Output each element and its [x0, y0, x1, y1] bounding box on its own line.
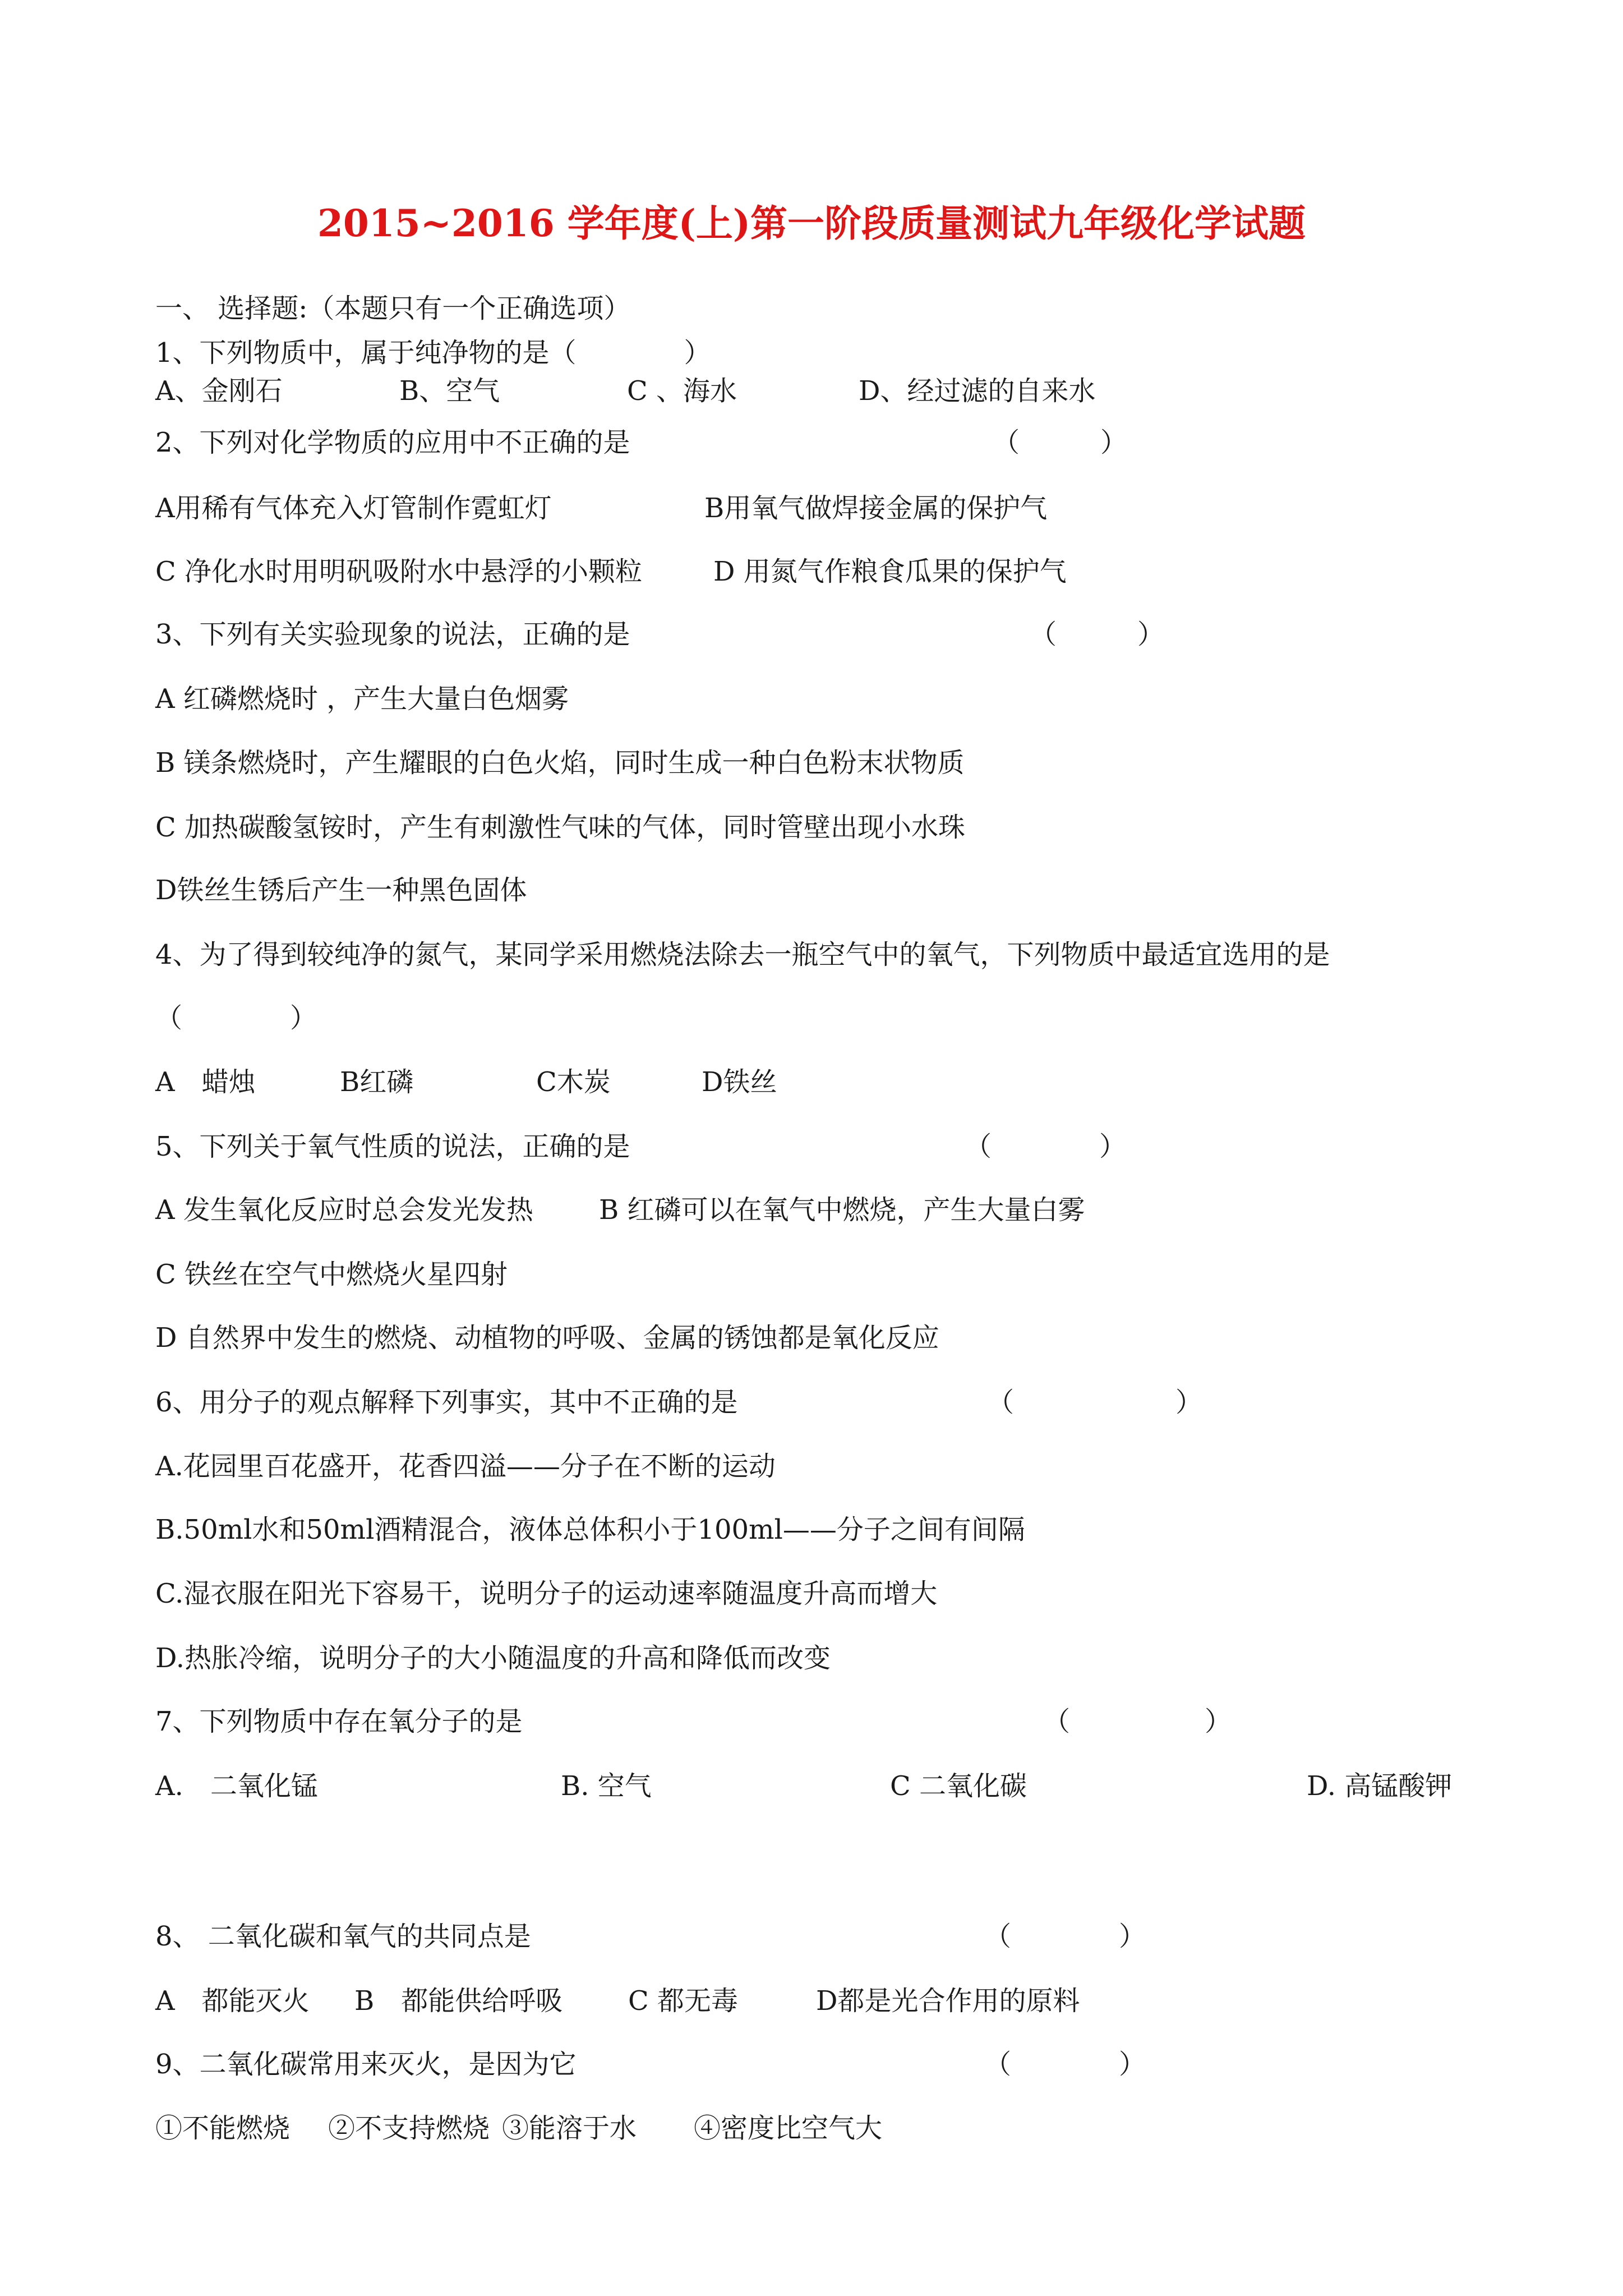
q8-option-c: C 都无毒	[628, 1985, 738, 2017]
question-4-stem: 4、为了得到较纯净的氮气，某同学采用燃烧法除去一瓶空气中的氧气，下列物质中最适宜选用的是	[155, 939, 1330, 970]
question-3-stem: 3、下列有关实验现象的说法，正确的是	[155, 619, 630, 650]
q5-answer-paren: （ ）	[965, 1131, 1127, 1162]
q2-option-d: D 用氮气作粮食瓜果的保护气	[713, 556, 1067, 587]
question-1-stem: 1、下列物质中，属于纯净物的是（ ）	[155, 337, 711, 369]
q9-option-2: ②不支持燃烧	[328, 2113, 490, 2144]
q2-option-a: A用稀有气体充入灯管制作霓虹灯	[155, 493, 552, 524]
q2-option-c: C 净化水时用明矾吸附水中悬浮的小颗粒	[155, 556, 642, 587]
q3-option-a: A 红磷燃烧时 ，产生大量白色烟雾	[155, 683, 569, 715]
q5-option-c: C 铁丝在空气中燃烧火星四射	[155, 1259, 508, 1290]
question-6-stem: 6、用分子的观点解释下列事实，其中不正确的是	[155, 1387, 738, 1418]
q4-option-b: B红磷	[340, 1066, 414, 1098]
question-5-stem: 5、下列关于氧气性质的说法，正确的是	[155, 1131, 630, 1162]
q9-option-3: ③能溶于水	[502, 2113, 637, 2144]
question-2-stem: 2、下列对化学物质的应用中不正确的是	[155, 427, 630, 458]
q8-option-a: A 都能灭火	[155, 1985, 310, 2017]
q5-option-d: D 自然界中发生的燃烧、动植物的呼吸、金属的锈蚀都是氧化反应	[155, 1322, 939, 1354]
q7-option-a: A. 二氧化锰	[155, 1770, 318, 1802]
q3-answer-paren: （ ）	[1030, 619, 1165, 650]
q4-option-c: C木炭	[536, 1066, 611, 1098]
q6-option-d: D.热胀冷缩，说明分子的大小随温度的升高和降低而改变	[155, 1642, 831, 1674]
section-heading: 一、 选择题:（本题只有一个正确选项）	[155, 293, 631, 324]
q9-option-4: ④密度比空气大	[694, 2113, 883, 2144]
q3-option-b: B 镁条燃烧时，产生耀眼的白色火焰，同时生成一种白色粉末状物质	[155, 747, 965, 779]
q4-option-a: A 蜡烛	[155, 1066, 256, 1098]
question-7-stem: 7、下列物质中存在氧分子的是	[155, 1706, 523, 1737]
q8-answer-paren: （ ）	[984, 1921, 1146, 1952]
q3-option-c: C 加热碳酸氢铵时，产生有刺激性气味的气体，同时管壁出现小水珠	[155, 812, 965, 843]
q6-answer-paren: （ ）	[987, 1387, 1203, 1418]
question-9-stem: 9、二氧化碳常用来灭火，是因为它	[155, 2049, 577, 2080]
question-8-stem: 8、 二氧化碳和氧气的共同点是	[155, 1921, 531, 1952]
q8-option-b: B 都能供给呼吸	[354, 1985, 563, 2017]
q7-option-d: D. 高锰酸钾	[1307, 1770, 1453, 1802]
q6-option-b: B.50ml水和50ml酒精混合，液体总体积小于100ml——分子之间有间隔	[155, 1514, 1025, 1545]
q9-option-1: ①不能燃烧	[155, 2113, 291, 2144]
q6-option-a: A.花园里百花盛开，花香四溢——分子在不断的运动	[155, 1451, 776, 1482]
q5-option-b: B 红磷可以在氧气中燃烧，产生大量白雾	[599, 1194, 1085, 1226]
q4-option-d: D铁丝	[702, 1066, 777, 1098]
q4-answer-paren: （ ）	[155, 1002, 317, 1034]
q7-answer-paren: （ ）	[1043, 1706, 1232, 1737]
q9-answer-paren: （ ）	[984, 2049, 1146, 2080]
q8-option-d: D都是光合作用的原料	[816, 1985, 1080, 2017]
q1-option-c: C 、海水	[627, 375, 737, 407]
q3-option-d: D铁丝生锈后产生一种黑色固体	[155, 875, 527, 906]
q5-option-a: A 发生氧化反应时总会发光发热	[155, 1194, 533, 1226]
q1-option-a: A、金刚石	[155, 375, 283, 407]
page-title: 2015~2016 学年度(上)第一阶段质量测试九年级化学试题	[317, 201, 1306, 245]
q1-option-d: D、经过滤的自来水	[859, 375, 1096, 407]
q7-option-c: C 二氧化碳	[890, 1770, 1027, 1802]
q2-answer-paren: （ ）	[993, 427, 1128, 458]
q6-option-c: C.湿衣服在阳光下容易干，说明分子的运动速率随温度升高而增大	[155, 1578, 938, 1609]
q1-option-b: B、空气	[399, 375, 500, 407]
q2-option-b: B用氧气做焊接金属的保护气	[704, 493, 1048, 524]
q7-option-b: B. 空气	[561, 1770, 652, 1802]
